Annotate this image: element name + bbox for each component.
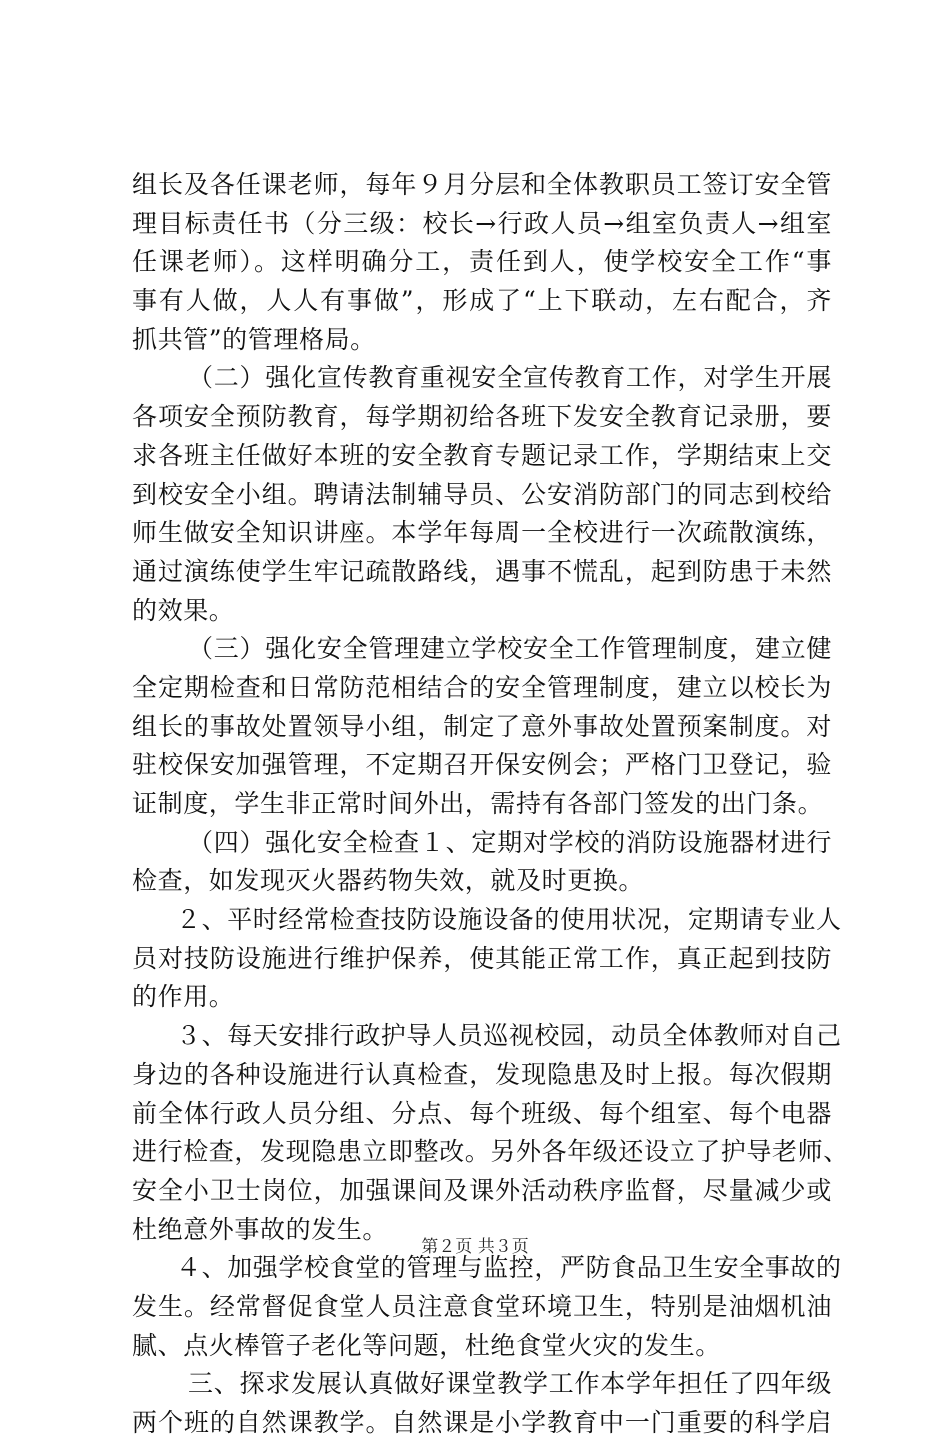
text-line: 证制度，学生非正常时间外出，需持有各部门签发的出门条。 xyxy=(132,789,824,818)
text-line: 检查，如发现灭火器药物失效，就及时更换。 xyxy=(132,866,645,896)
text-line: 师生做安全知识讲座。本学年每周一全校进行一次疏散演练， xyxy=(132,518,832,548)
text-line: ３、每天安排行政护导人员巡视校园，动员全体教师对自己 xyxy=(176,1021,842,1051)
text-line: 全定期检查和日常防范相结合的安全管理制度，建立以校长为 xyxy=(132,672,832,702)
text-line: 进行检查，发现隐患立即整改。另外各年级还设立了护导老师、 xyxy=(132,1137,849,1167)
text-line: 任课老师）。这样明确分工，责任到人，使学校安全工作“事 xyxy=(132,247,832,277)
text-line: （二）强化宣传教育重视安全宣传教育工作，对学生开展 xyxy=(188,363,832,393)
text-line: 前全体行政人员分组、分点、每个班级、每个组室、每个电器 xyxy=(132,1098,832,1128)
text-line: 组长及各任课老师，每年９月分层和全体教职员工签订安全管 xyxy=(132,170,832,199)
text-line: 的效果。 xyxy=(132,595,235,625)
page-footer: 第２页 共３页 xyxy=(421,1237,529,1257)
text-line: 发生。经常督促食堂人员注意食堂环境卫生，特别是油烟机油 xyxy=(132,1291,832,1321)
text-line: ２、平时经常检查技防设施设备的使用状况，定期请专业人 xyxy=(176,905,842,935)
text-line: 事有人做，人人有事做”，形成了“上下联动，左右配合，齐 xyxy=(132,286,832,316)
text-line: 杜绝意外事故的发生。 xyxy=(132,1214,389,1244)
text-line: 各项安全预防教育，每学期初给各班下发安全教育记录册，要 xyxy=(132,402,832,432)
text-line: 腻、点火棒管子老化等问题，杜绝食堂火灾的发生。 xyxy=(132,1330,721,1360)
text-line: 三、探求发展认真做好课堂教学工作本学年担任了四年级 xyxy=(188,1369,832,1399)
text-line: 身边的各种设施进行认真检查，发现隐患及时上报。每次假期 xyxy=(132,1059,832,1089)
text-line: 驻校保安加强管理，不定期召开保安例会；严格门卫登记，验 xyxy=(132,750,832,780)
text-line: 抓共管”的管理格局。 xyxy=(132,324,376,354)
text-line: 到校安全小组。聘请法制辅导员、公安消防部门的同志到校给 xyxy=(132,479,832,509)
text-line: （三）强化安全管理建立学校安全工作管理制度，建立健 xyxy=(188,634,832,664)
text-line: 理目标责任书（分三级：校长→行政人员→组室负责人→组室 xyxy=(132,208,832,238)
text-line: 通过演练使学生牢记疏散路线，遇事不慌乱，起到防患于未然 xyxy=(132,556,832,586)
text-line: 两个班的自然课教学。自然课是小学教育中一门重要的科学启 xyxy=(132,1408,832,1437)
text-line: 员对技防设施进行维护保养，使其能正常工作，真正起到技防 xyxy=(132,943,832,973)
text-line: ４、加强学校食堂的管理与监控，严防食品卫生安全事故的 xyxy=(176,1253,842,1283)
text-line: 安全小卫士岗位，加强课间及课外活动秩序监督，尽量减少或 xyxy=(132,1175,832,1205)
text-line: （四）强化安全检查１、定期对学校的消防设施器材进行 xyxy=(188,827,832,857)
text-line: 求各班主任做好本班的安全教育专题记录工作，学期结束上交 xyxy=(132,440,832,470)
text-line: 组长的事故处置领导小组，制定了意外事故处置预案制度。对 xyxy=(132,711,832,741)
text-line: 的作用。 xyxy=(132,982,235,1012)
